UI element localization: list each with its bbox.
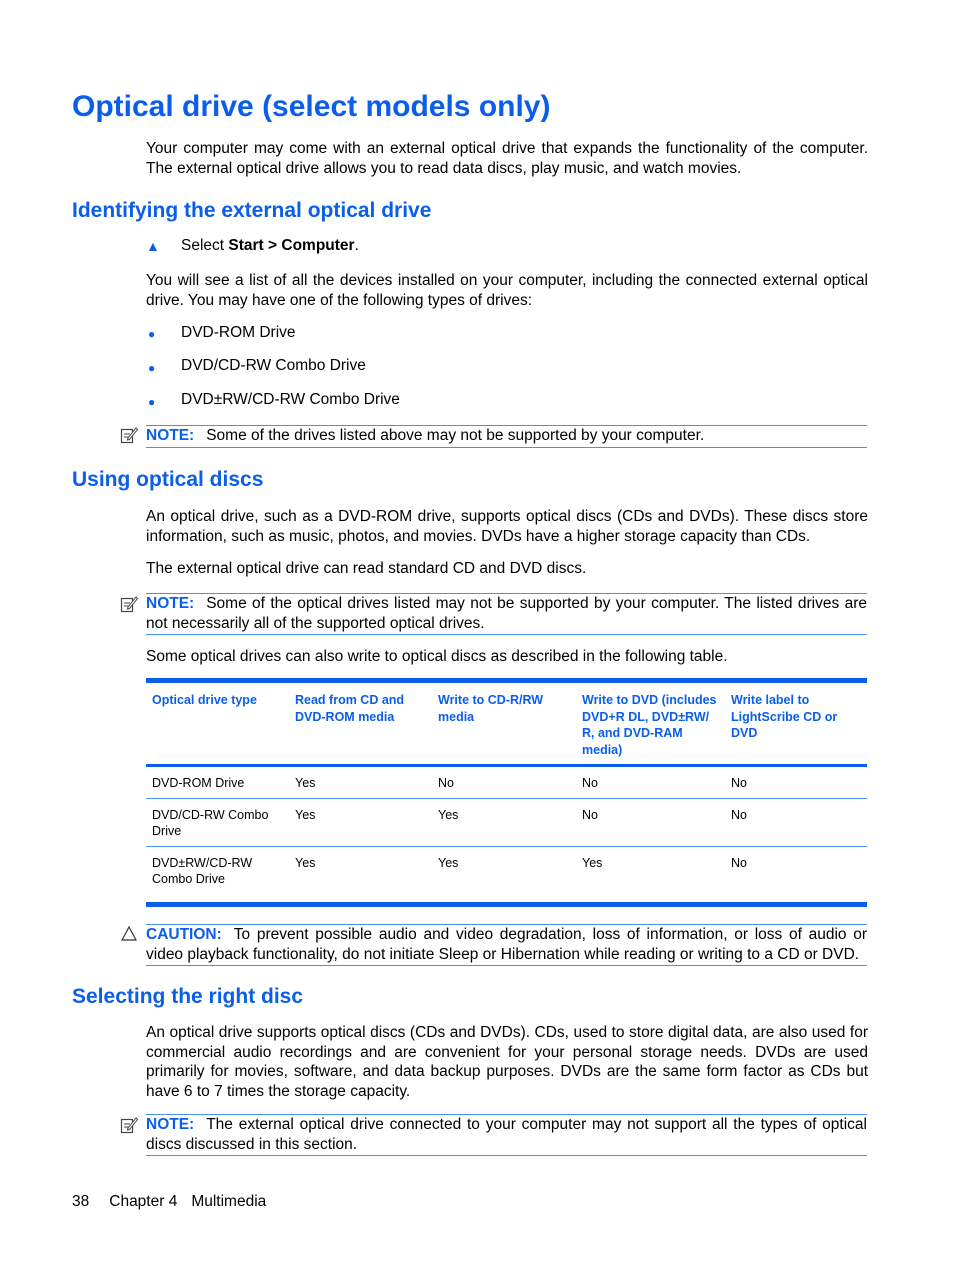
table-header-cell: Write label to LightScribe CD or DVD (725, 681, 867, 766)
table-cell: DVD±RW/CD-RW Combo Drive (152, 855, 253, 886)
note-label: NOTE: (146, 427, 195, 444)
intro-paragraph: Your computer may come with an external optical drive that expands the functionality of the computer. The external optical drive allows you to read data discs, play music, and watch movies. (146, 140, 868, 177)
table-cell: Yes (432, 798, 576, 846)
note-icon (120, 595, 138, 618)
table-cell: No (576, 798, 725, 846)
table-cell: No (576, 766, 725, 799)
bullet-item: DVD/CD-RW Combo Drive (181, 357, 366, 374)
caution-label: CAUTION: (146, 926, 222, 943)
step-bold-text: Start > Computer (228, 237, 355, 254)
section1-paragraph: You will see a list of all the devices installed on your computer, including the connected external optical drive. You may have one of the following types of drives: (146, 272, 868, 309)
table-cell: Yes (582, 855, 603, 870)
table-cell: Yes (289, 766, 432, 799)
bullet-icon: ● (148, 395, 156, 409)
table-row (146, 798, 867, 846)
table-cell: Yes (438, 855, 459, 870)
footer-chapter-title: Multimedia (191, 1193, 267, 1210)
table-header-cell: Optical drive type (146, 681, 289, 766)
table-header-cell: Read from CD and DVD-ROM media (289, 681, 432, 766)
section-heading-using: Using optical discs (72, 468, 264, 491)
bullet-item: DVD±RW/CD-RW Combo Drive (181, 391, 400, 408)
note-icon (120, 426, 138, 449)
section-heading-identifying: Identifying the external optical drive (72, 199, 432, 222)
caution-text: To prevent possible audio and video degradation, loss of information, or loss of audio or video playback functionality, do not initiate Sleep or Hibernation while reading or writing to a CD or DVD. (146, 926, 867, 963)
step-suffix: . (354, 237, 359, 254)
note-box (146, 593, 867, 635)
note-box (146, 425, 867, 448)
note-text: Some of the drives listed above may not be supported by your computer. (206, 427, 705, 444)
table-cell: Yes (295, 855, 316, 870)
section-heading-selecting: Selecting the right disc (72, 985, 304, 1008)
section3-paragraph: An optical drive supports optical discs (CDs and DVDs). CDs, used to store digital data, are also used for commercial audio recordings and are convenient for your personal storage needs. DVDs are used primarily for movies, software, and data backup purposes. DVDs are the same form factor as CDs but have 6 to 7 times the storage capacity. (146, 1024, 868, 1100)
page-title: Optical drive (select models only) (72, 90, 551, 123)
optical-drive-table (146, 678, 867, 907)
caution-triangle-icon (121, 926, 137, 946)
note-box (146, 1114, 867, 1156)
section2-paragraph-2: The external optical drive can read standard CD and DVD discs. (146, 560, 587, 577)
bullet-item: DVD-ROM Drive (181, 324, 296, 341)
table-cell: No (432, 766, 576, 799)
page-number: 38 (72, 1193, 90, 1210)
step-prefix: Select (181, 237, 229, 254)
page-footer (72, 1193, 266, 1211)
section2-paragraph-3: Some optical drives can also write to optical discs as described in the following table. (146, 648, 728, 665)
table-cell: No (725, 766, 867, 799)
table-header-cell: Write to DVD (includes DVD+R DL, DVD±RW/ R, and DVD-RAM media) (576, 681, 725, 766)
note-text: Some of the optical drives listed may not be supported by your computer. The listed drives are not necessarily all of the supported optical drives. (146, 595, 867, 632)
footer-chapter: Chapter 4 (109, 1193, 178, 1210)
bullet-icon: ● (148, 361, 156, 375)
table-row (146, 846, 867, 904)
step-triangle-icon: ▲ (146, 238, 160, 254)
table-row (146, 766, 867, 799)
table-cell: No (731, 855, 747, 870)
table-cell: DVD-ROM Drive (146, 766, 289, 799)
section2-paragraph-1: An optical drive, such as a DVD-ROM drive, supports optical discs (CDs and DVDs). These discs store information, such as music, photos, and movies. DVDs have a higher storage capacity than CDs. (146, 508, 868, 545)
table-cell: No (725, 798, 867, 846)
note-icon (120, 1116, 138, 1139)
note-label: NOTE: (146, 1116, 195, 1133)
table-cell: DVD/CD-RW Combo Drive (146, 798, 289, 846)
note-text: The external optical drive connected to your computer may not support all the types of optical discs discussed in this section. (146, 1116, 867, 1153)
table-header-cell: Write to CD-R/RW media (432, 681, 576, 766)
note-label: NOTE: (146, 595, 195, 612)
table-cell: Yes (289, 798, 432, 846)
bullet-icon: ● (148, 327, 156, 341)
table-header-row (146, 681, 867, 766)
caution-box (146, 924, 867, 966)
step-instruction (181, 237, 359, 255)
